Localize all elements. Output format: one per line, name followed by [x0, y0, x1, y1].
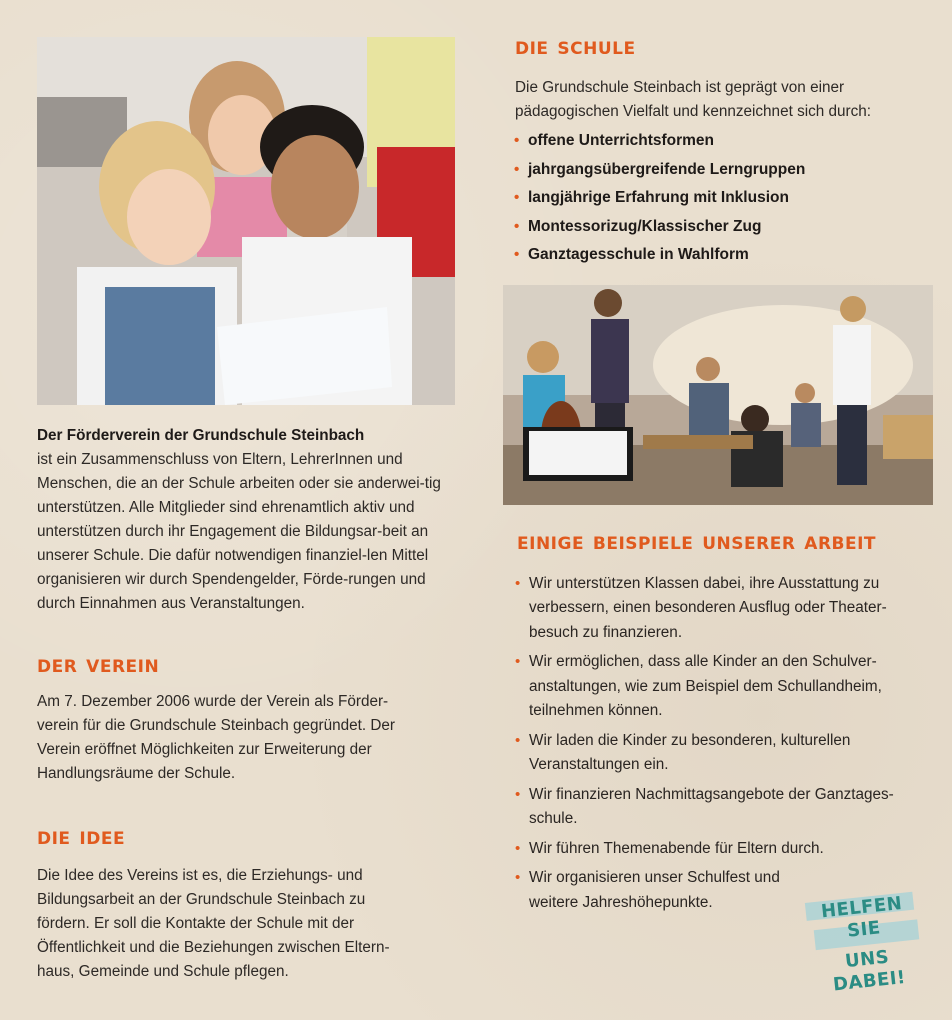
idee-text: Die Idee des Vereins ist es, die Erziehungs- und Bildungsarbeit an der Grundschule Steinbach zu fördern. Er soll die Kontakte der Schule mit der Öffentlichkeit und die Beziehungen zwischen Eltern-haus, Gemeinde und Schule pflegen. — [37, 867, 390, 980]
list-item: • Wir unterstützen Klassen dabei, ihre Ausstattung zu verbessern, einen besonderen Ausflug oder Theater-besuch zu finanzieren. — [515, 572, 935, 646]
left-column — [37, 37, 457, 984]
intro-paragraph — [37, 424, 457, 616]
right-column — [503, 32, 935, 920]
music-class-illustration — [503, 285, 933, 505]
heading-beispiele: einige beispiele unserer arbeit — [517, 526, 877, 555]
schule-list — [514, 127, 935, 270]
list-item: • Wir laden die Kinder zu besonderen, kulturellen Veranstaltungen ein. — [515, 729, 935, 778]
stamp-line-1: HELFEN SIE — [820, 892, 904, 942]
photo-music-class — [503, 285, 933, 505]
children-reading-illustration — [37, 37, 455, 405]
list-item: • Wir organisieren unser Schulfest und weitere Jahreshöhepunkte. — [515, 866, 815, 915]
list-item: • Wir ermöglichen, dass alle Kinder an den Schulver-anstaltungen, wie zum Beispiel dem Schullandheim, teilnehmen können. — [515, 650, 935, 724]
list-item: • Ganztagesschule in Wahlform — [514, 241, 935, 270]
schule-text: Die Grundschule Steinbach ist geprägt von einer pädagogischen Vielfalt und kennzeichnet sich durch: — [515, 79, 872, 120]
list-item: • Wir finanzieren Nachmittagsangebote der Ganztages-schule. — [515, 783, 935, 832]
beispiele-list — [515, 572, 935, 916]
heading-idee: die idee — [37, 822, 126, 850]
intro-text: ist ein Zusammenschluss von Eltern, LehrerInnen und Menschen, die an der Schule arbeiten oder sie anderwei-tig unterstützen. Alle Mitglieder sind ehrenamtlich aktiv und unterstützen durch ihr Engagement die Bildungsar-beit an unserer Schule. Die dafür notwendigen finanziel-len Mittel organisieren wir durch Spendengelder, Förde-rungen und durch Einnahmen aus Veranstaltungen. — [37, 451, 441, 612]
heading-schule: die schule — [515, 32, 636, 60]
list-item: • jahrgangsübergreifende Lerngruppen — [514, 156, 935, 185]
helfen-sie-uns-dabei-stamp — [804, 887, 923, 996]
list-item: • offene Unterrichtsformen — [514, 127, 935, 156]
heading-verein: der verein — [37, 650, 160, 678]
intro-title: Der Förderverein der Grundschule Steinbach — [37, 427, 365, 444]
photo-children-reading — [37, 37, 455, 405]
list-item: • langjährige Erfahrung mit Inklusion — [514, 184, 935, 213]
list-item: • Wir führen Themenabende für Eltern durch. — [515, 837, 935, 862]
stamp-line-2: UNS DABEI! — [832, 946, 907, 996]
list-item: • Montessorizug/Klassischer Zug — [514, 213, 935, 242]
verein-text: Am 7. Dezember 2006 wurde der Verein als Förder-verein für die Grundschule Steinbach gegründet. Der Verein eröffnet Möglichkeiten zur Erweiterung der Handlungsräume der Schule. — [37, 693, 395, 782]
